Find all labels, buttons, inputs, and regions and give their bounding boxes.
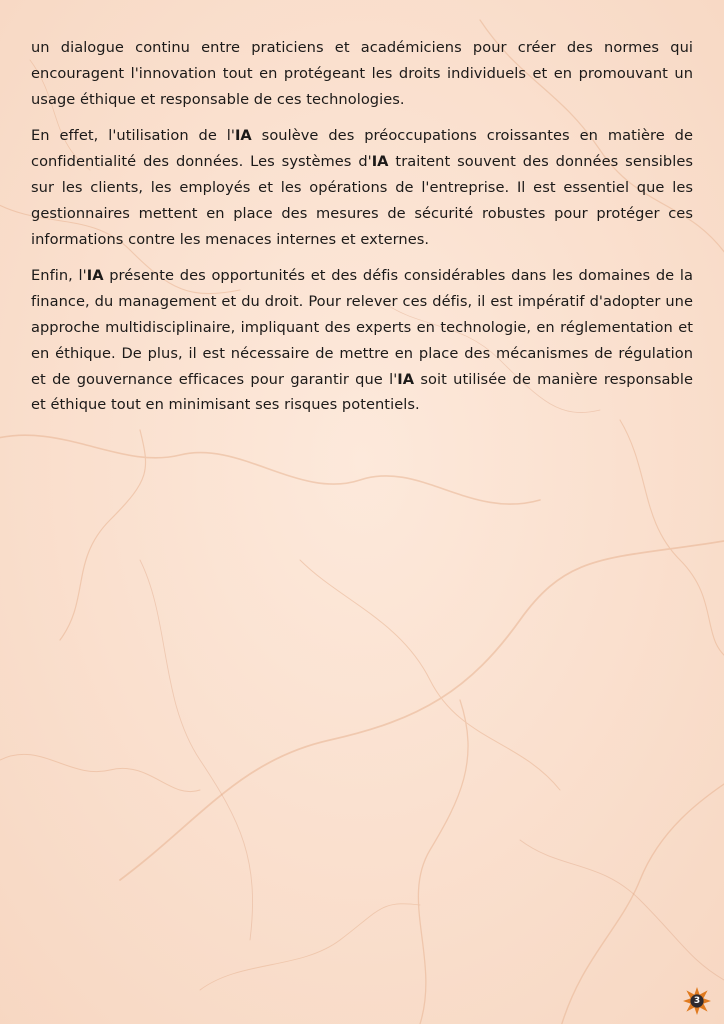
text-run: soit utilisée de manière responsable et éthique tout en minimisant ses risques potentiels. (31, 370, 693, 414)
text-run: En effet, l'utilisation de l' (31, 127, 235, 145)
text-run: Enfin, l' (31, 267, 87, 285)
bold-term: IA (86, 267, 104, 285)
page-number-badge (682, 986, 712, 1016)
text-run: un dialogue continu entre praticiens et académiciens pour créer des normes qui encouragent l'innovation tout en protégeant les droits individuels et en promouvant un usage éthique et responsable de ces technologies. (31, 39, 693, 108)
paragraph-3 (31, 263, 693, 418)
page-number: 3 (693, 996, 701, 1006)
paragraph-1 (31, 35, 693, 112)
paragraph-2 (31, 123, 693, 252)
bold-term: IA (397, 370, 415, 388)
text-run: présente des opportunités et des défis considérables dans les domaines de la finance, du management et du droit. Pour relever ces défis, il est impératif d'adopter une approche multidisciplinaire, impliquant des experts en technologie, en réglementation et en éthique. De plus, il est nécessaire de mettre en place des mécanismes de régulation et de gouvernance efficaces pour garantir que l' (31, 267, 693, 388)
bold-term: IA (234, 127, 252, 145)
document-body (31, 35, 693, 429)
text-run: soulève des préoccupations croissantes en matière de confidentialité des données. Les systèmes d' (31, 127, 693, 171)
text-run: traitent souvent des données sensibles sur les clients, les employés et les opérations de l'entreprise. Il est essentiel que les gestionnaires mettent en place des mesures de sécurité robustes pour protéger ces informations contre les menaces internes et externes. (31, 153, 693, 248)
bold-term: IA (371, 153, 389, 171)
